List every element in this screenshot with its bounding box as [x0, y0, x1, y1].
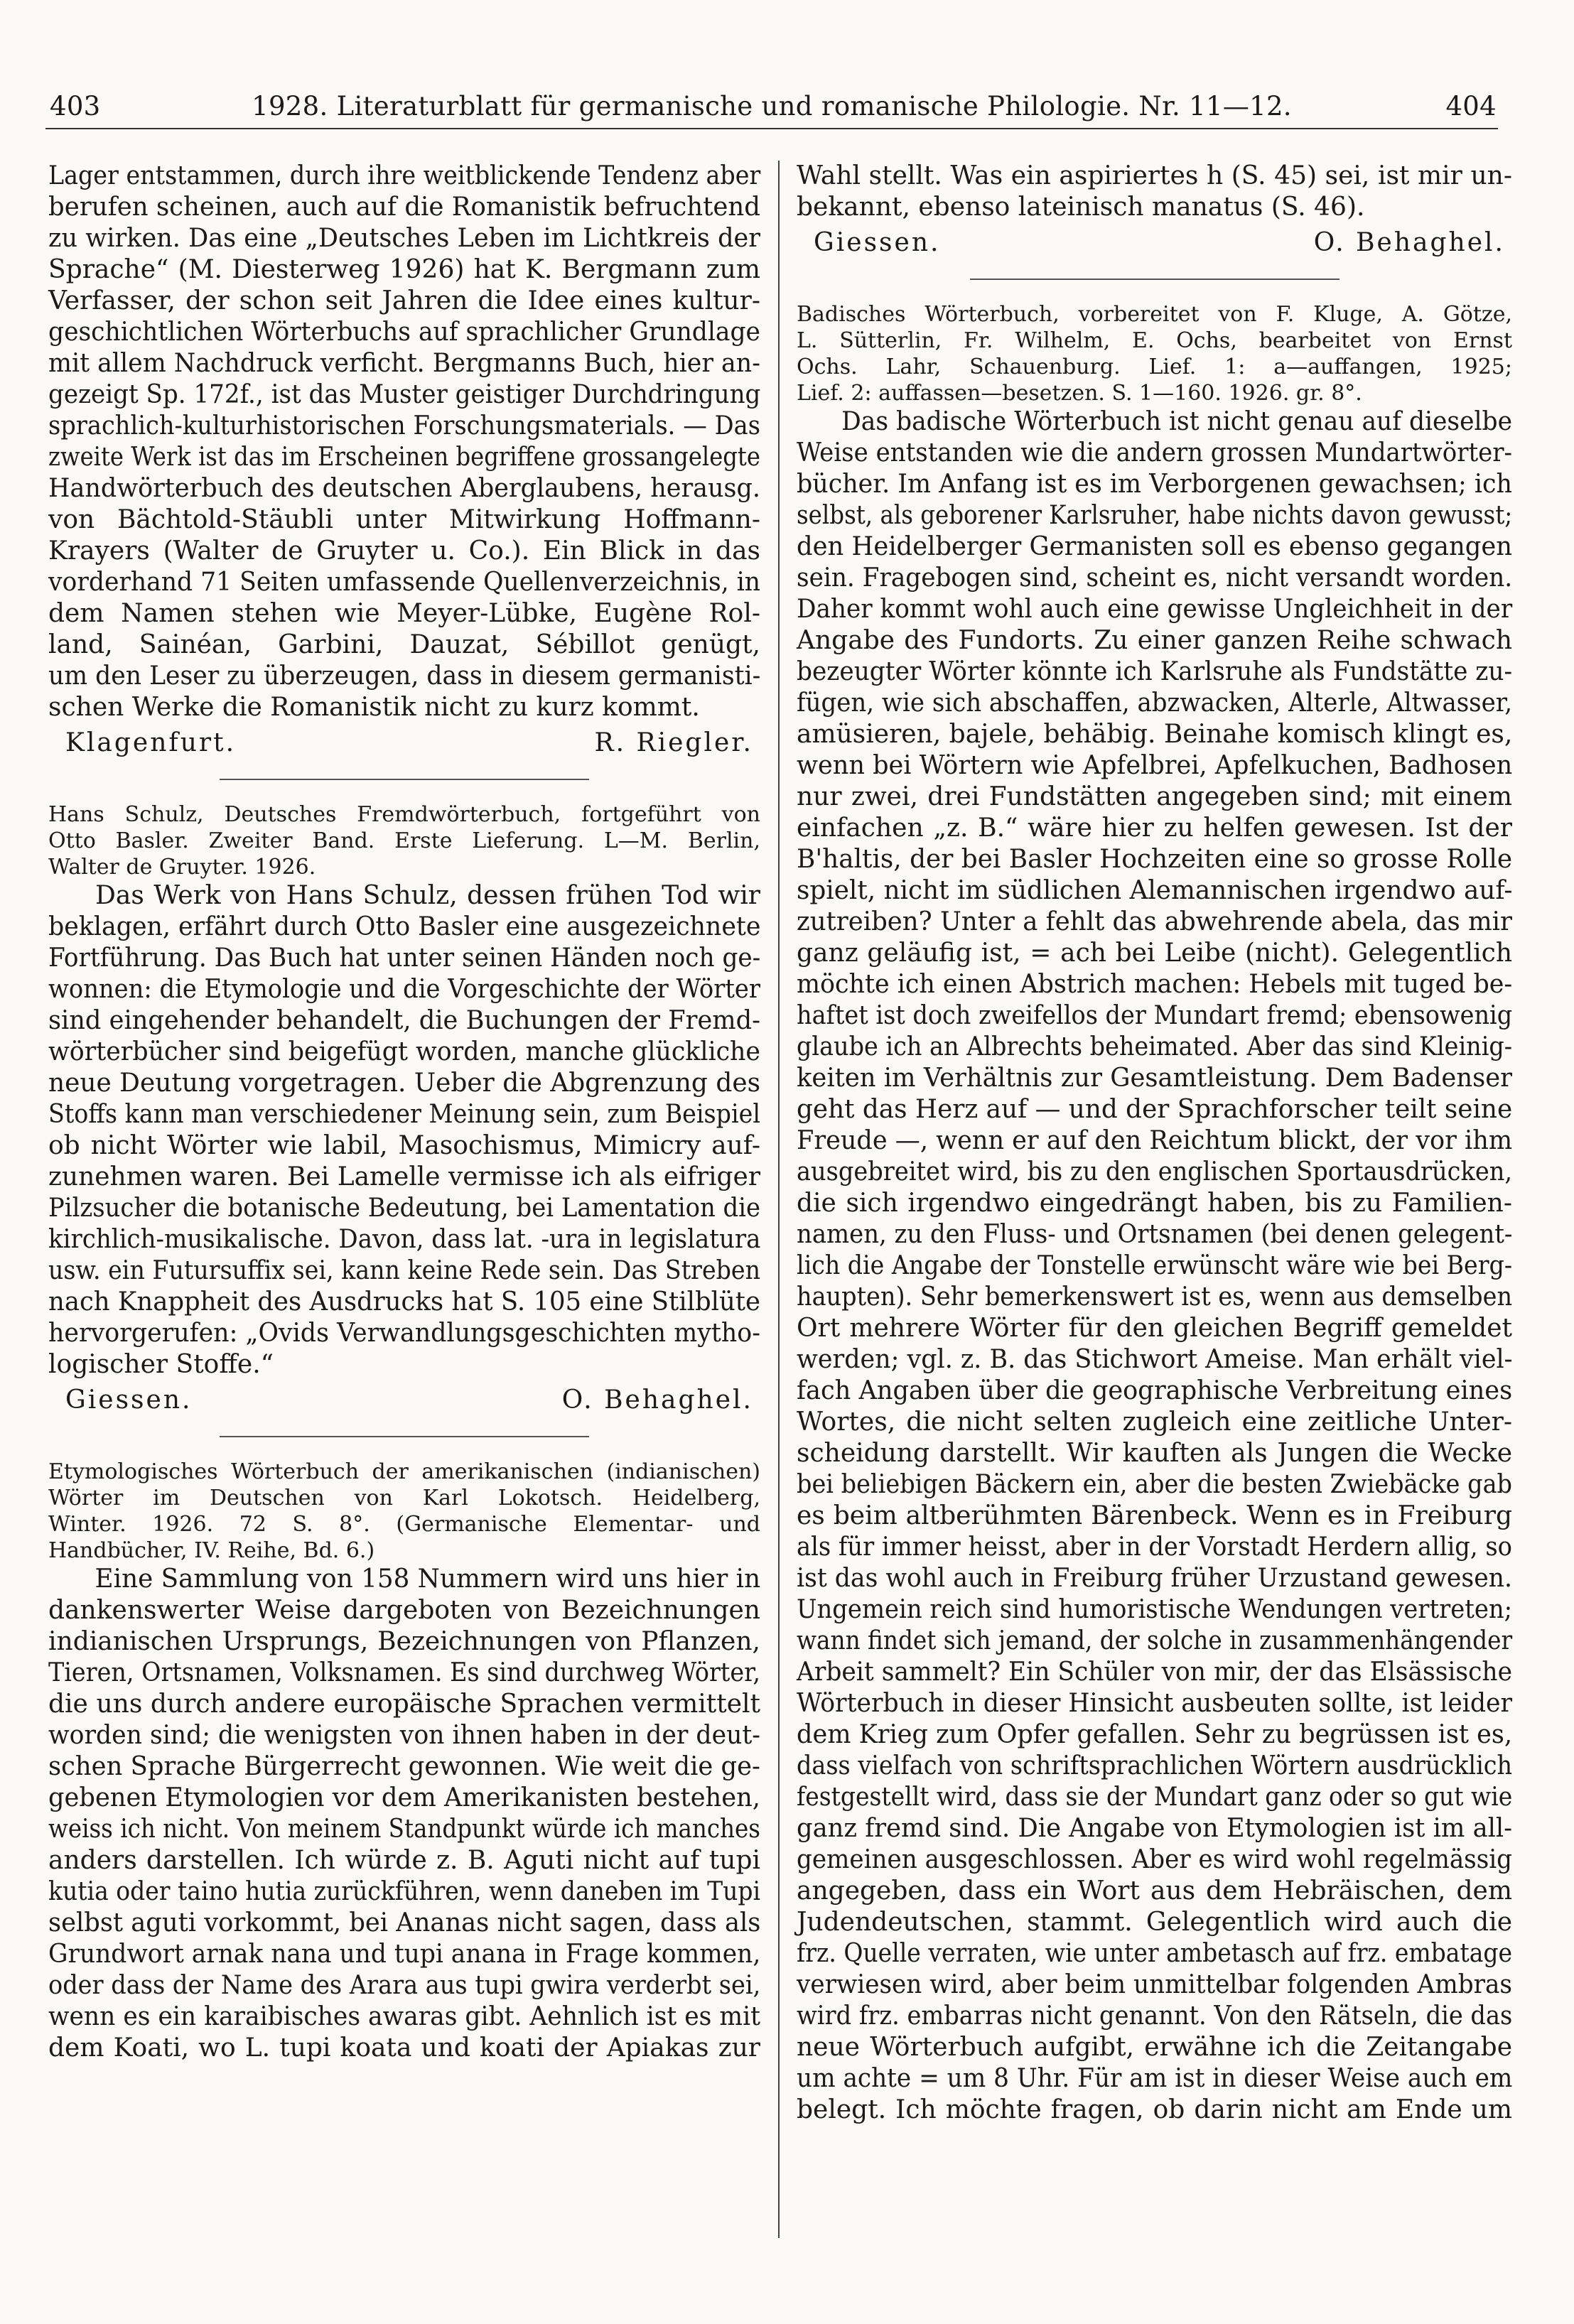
heading-line: Wörter im Deutschen von Karl Lokotsch. Heidelberg,: [48, 1486, 760, 1510]
text-line: neue Wörterbuch aufgibt, erwähne ich die Zeitangabe: [797, 2033, 1512, 2062]
text-line: usw. ein Futursuffix sei, kann keine Rede sein. Das Streben: [48, 1256, 760, 1285]
text-line: ausgebreitet wird, bis zu den englischen Sportausdrücken,: [797, 1157, 1513, 1187]
running-header: [45, 84, 1498, 131]
text-line: keiten im Verhältnis zur Gesamtleistung. Dem Badenser: [797, 1064, 1513, 1093]
signature-place: Giessen.: [814, 228, 941, 257]
header-rule: [45, 128, 1498, 129]
text-line: berufen scheinen, auch auf die Romanistik befruchtend: [48, 193, 760, 222]
text-line: namen, zu den Fluss- und Ortsnamen (bei denen gelegent-: [797, 1220, 1513, 1249]
text-line: wird frz. embarras nicht genannt. Von den Rätseln, die das: [797, 2001, 1513, 2031]
text-line: hervorgerufen: „Ovids Verwandlungsgeschichten mytho-: [48, 1319, 760, 1348]
text-line: selbst, als geborener Karlsruher, habe nichts davon gewusst;: [797, 501, 1513, 530]
text-line: indianischen Ursprungs, Bezeichnungen von Pflanzen,: [48, 1627, 760, 1656]
text-line: oder dass der Name des Arara aus tupi gwira verderbt sei,: [48, 1971, 761, 2000]
signature: [797, 227, 1512, 263]
text-line: Judendeutschen, stammt. Gelegentlich wird auch die: [797, 1908, 1512, 1937]
signature-name: R. Riegler.: [594, 728, 753, 757]
text-line: logischer Stoffe.“: [48, 1350, 274, 1379]
text-line: geht das Herz auf — und der Sprachforscher teilt seine: [797, 1095, 1513, 1124]
text-line: anders darstellen. Ich würde z. B. Aguti nicht auf tupi: [48, 1846, 760, 1875]
text-line: zu wirken. Das eine „Deutsches Leben im Lichtkreis der: [48, 224, 761, 253]
heading-line: Badisches Wörterbuch, vorbereitet von F. Kluge, A. Götze,: [797, 302, 1512, 327]
text-line: geschichtlichen Wörterbuchs auf sprachlicher Grundlage: [48, 318, 760, 347]
text-line: selbst aguti vorkommt, bei Ananas nicht sagen, dass als: [48, 1908, 761, 1937]
text-line: Eine Sammlung von 158 Nummern wird uns hier in: [95, 1564, 761, 1594]
signature-place: Klagenfurt.: [65, 728, 237, 757]
text-line: als für immer heisst, aber in der Vorstadt Herdern allig, so: [797, 1533, 1512, 1562]
text-line: bekannt, ebenso lateinisch manatus (S. 46).: [797, 193, 1365, 222]
schulz-review-text: [48, 880, 760, 1380]
text-line: Das Werk von Hans Schulz, dessen frühen Tod wir: [95, 881, 760, 910]
text-line: kutia oder taino hutia zurückführen, wenn daneben im Tupi: [48, 1877, 761, 1906]
text-line: bei beliebigen Bäckern ein, aber die besten Zwiebäcke gab: [797, 1470, 1513, 1499]
text-line: dankenswerter Weise dargeboten von Bezeichnungen: [48, 1596, 760, 1625]
text-line: nach Knappheit des Ausdrucks hat S. 105 eine Stilblüte: [48, 1287, 761, 1317]
text-line: gebenen Etymologien vor dem Amerikanisten bestehen,: [48, 1783, 760, 1812]
text-line: Lager entstammen, durch ihre weitblickende Tendenz aber: [48, 161, 761, 190]
text-line: bezeugter Wörter könnte ich Karlsruhe als Fundstätte zu-: [797, 657, 1513, 686]
text-line: dem Krieg zum Opfer gefallen. Sehr zu begrüssen ist es,: [797, 1720, 1513, 1749]
lokotsch-review-continuation: [797, 161, 1512, 223]
lokotsch-review-heading: [48, 1459, 760, 1564]
text-line: Daher kommt wohl auch eine gewisse Ungleichheit in der: [797, 595, 1513, 624]
text-line: wann findet sich jemand, der solche in zusammenhängender: [797, 1626, 1513, 1655]
heading-line: Handbücher, IV. Reihe, Bd. 6.): [48, 1538, 375, 1563]
text-line: schen Werke die Romanistik nicht zu kurz kommt.: [48, 693, 700, 722]
text-line: sein. Fragebogen sind, scheint es, nicht versandt worden.: [797, 563, 1513, 593]
text-line: sprachlich-kulturhistorischen Forschungsmaterials. — Das: [48, 411, 760, 441]
text-line: Freude —, wenn er auf den Reichtum blickt, der vor ihm: [797, 1126, 1513, 1155]
text-line: fach Angaben über die geographische Verbreitung eines: [797, 1376, 1513, 1405]
text-line: worden sind; die wenigsten von ihnen haben in der deut-: [48, 1721, 760, 1750]
text-line: schen Sprache Bürgerrecht gewonnen. Wie weit die ge-: [48, 1752, 761, 1781]
text-line: gemeinen ausgeschlossen. Aber es wird wohl regelmässig: [797, 1845, 1512, 1874]
section-rule: [970, 279, 1339, 280]
journal-title: 1928. Literaturblatt für germanische und romanische Philologie. Nr. 11—12.: [252, 91, 1292, 121]
badisches-review-text: [797, 406, 1512, 2126]
schulz-review-heading: [48, 801, 760, 880]
text-line: ob nicht Wörter wie labil, Masochismus, Mimicry auf-: [48, 1131, 760, 1160]
heading-line: Otto Basler. Zweiter Band. Erste Lieferung. L—M. Berlin,: [48, 828, 760, 853]
text-line: wenn bei Wörtern wie Apfelbrei, Apfelkuchen, Badhosen: [797, 751, 1513, 780]
text-line: wörterbücher sind beigefügt worden, manche glückliche: [48, 1037, 760, 1066]
column-divider: [778, 161, 780, 2238]
text-line: sind eingehender behandelt, die Buchungen der Fremd-: [48, 1006, 760, 1035]
text-line: festgestellt wird, dass sie der Mundart ganz oder so gut wie: [797, 1783, 1513, 1812]
text-line: dem Koati, wo L. tupi koata und koati der Apiakas zur: [48, 2033, 760, 2063]
signature-name: O. Behaghel.: [561, 1385, 753, 1415]
page-number-left: 403: [50, 91, 101, 121]
text-line: dem Namen stehen wie Meyer-Lübke, Eugène Rol-: [48, 599, 760, 628]
text-line: wonnen: die Etymologie und die Vorgeschichte der Wörter: [48, 975, 761, 1004]
text-line: dass vielfach von schriftsprachlichen Wörtern ausdrücklich: [797, 1751, 1513, 1780]
heading-line: Etymologisches Wörterbuch der amerikanischen (indianischen): [48, 1459, 760, 1484]
text-line: ganz geläufig ist, = ach bei Leibe (nicht). Gelegentlich: [797, 939, 1512, 968]
text-line: Das badische Wörterbuch ist nicht genau auf dieselbe: [841, 407, 1512, 436]
text-line: werden; vgl. z. B. das Stichwort Ameise. Man erhält viel-: [797, 1345, 1513, 1374]
text-line: Stoffs kann man verschiedener Meinung sein, zum Beispiel: [48, 1100, 760, 1129]
text-line: haupten). Sehr bemerkenswert ist es, wenn aus demselben: [797, 1282, 1513, 1312]
signature: [48, 728, 760, 763]
text-line: fügen, wie sich abschaffen, abzwacken, Alterle, Altwasser,: [797, 688, 1513, 718]
text-line: amüsieren, bajele, behäbig. Beinahe komisch klingt es,: [797, 720, 1513, 749]
text-line: um den Leser zu überzeugen, dass in diesem germanisti-: [48, 661, 761, 691]
section-rule: [220, 779, 589, 780]
heading-line: L. Sütterlin, Fr. Wilhelm, E. Ochs, bearbeitet von Ernst: [797, 328, 1512, 353]
lokotsch-review-text: [48, 1564, 760, 2064]
text-line: kirchlich-musikalische. Davon, dass lat. -ura in legislatura: [48, 1225, 761, 1254]
heading-line: Lief. 2: auffassen—besetzen. S. 1—160. 1926. gr. 8°.: [797, 381, 1362, 406]
text-line: verwiesen wird, aber beim unmittelbar folgenden Ambras: [797, 1970, 1513, 1999]
text-line: den Heidelberger Germanisten soll es ebenso gegangen: [797, 532, 1513, 561]
text-line: Grundwort arnak nana und tupi anana in Frage kommen,: [48, 1940, 761, 1969]
text-line: bücher. Im Anfang ist es im Verborgenen gewachsen; ich: [797, 470, 1512, 499]
text-line: frz. Quelle verraten, wie unter ambetasch auf frz. embatage: [797, 1939, 1513, 1968]
signature: [48, 1385, 760, 1420]
text-line: die uns durch andere europäische Sprachen vermittelt: [48, 1690, 760, 1719]
text-line: ist das wohl auch in Freiburg früher Urzustand gewesen.: [797, 1564, 1513, 1593]
text-line: Sprache“ (M. Diesterweg 1926) hat K. Bergmann zum: [48, 255, 760, 284]
text-line: ganz fremd sind. Die Angabe von Etymologien ist im all-: [797, 1814, 1513, 1843]
text-line: Wörterbuch in dieser Hinsicht ausbeuten sollte, ist leider: [797, 1689, 1513, 1718]
text-line: Fortführung. Das Buch hat unter seinen Händen noch ge-: [48, 944, 761, 973]
section-rule: [220, 1436, 589, 1437]
text-line: Arbeit sammelt? Ein Schüler von mir, der das Elsässische: [797, 1658, 1512, 1687]
text-line: es beim altberühmten Bärenbeck. Wenn es in Freiburg: [797, 1501, 1512, 1530]
text-line: land, Sainéan, Garbini, Dauzat, Sébillot genügt,: [48, 630, 760, 659]
left-column: [48, 161, 760, 2296]
text-line: zutreiben? Unter a fehlt das abwehrende abela, das mir: [797, 907, 1512, 936]
signature-place: Giessen.: [65, 1385, 193, 1415]
text-line: belegt. Ich möchte fragen, ob darin nicht am Ende um: [797, 2095, 1512, 2124]
text-line: haftet ist doch zweifellos der Mundart fremd; ebensowenig: [797, 1001, 1513, 1030]
text-line: Weise entstanden wie die andern grossen Mundartwörter-: [797, 438, 1513, 467]
text-line: Krayers (Walter de Gruyter u. Co.). Ein Blick in das: [48, 536, 760, 566]
text-line: Pilzsucher die botanische Bedeutung, bei Lamentation die: [48, 1194, 761, 1223]
badisches-review-heading: [797, 301, 1512, 406]
text-line: die sich irgendwo eingedrängt haben, bis zu Familien-: [797, 1189, 1512, 1218]
riegler-review-text: [48, 161, 760, 723]
text-line: B'haltis, der bei Basler Hochzeiten eine so grosse Rolle: [797, 845, 1513, 874]
text-line: glaube ich an Albrechts beheimated. Aber das sind Kleinig-: [797, 1032, 1513, 1061]
text-line: einfachen „z. B.“ wäre hier zu helfen gewesen. Ist der: [797, 814, 1512, 843]
text-line: neue Deutung vorgetragen. Ueber die Abgrenzung des: [48, 1069, 760, 1098]
heading-line: Hans Schulz, Deutsches Fremdwörterbuch, fortgeführt von: [48, 802, 760, 827]
text-line: weiss ich nicht. Von meinem Standpunkt würde ich manches: [48, 1815, 760, 1844]
text-line: von Bächtold-Stäubli unter Mitwirkung Hoffmann-: [48, 505, 760, 534]
text-line: mit allem Nachdruck verficht. Bergmanns Buch, hier an-: [48, 349, 760, 378]
heading-line: Winter. 1926. 72 S. 8°. (Germanische Elementar- und: [48, 1512, 760, 1537]
signature-name: O. Behaghel.: [1313, 228, 1505, 257]
heading-line: Walter de Gruyter. 1926.: [48, 855, 316, 880]
text-line: Wortes, die nicht selten zugleich eine zeitliche Unter-: [797, 1407, 1512, 1437]
text-line: nur zwei, drei Fundstätten angegeben sind; mit einem: [797, 782, 1512, 811]
text-line: lich die Angabe der Tonstelle erwünscht wäre wie bei Berg-: [797, 1251, 1513, 1280]
right-column: [797, 161, 1512, 2296]
text-line: Angabe des Fundorts. Zu einer ganzen Reihe schwach: [797, 626, 1512, 655]
text-line: zweite Werk ist das im Erscheinen begriffene grossangelegte: [48, 443, 760, 472]
text-line: um achte = um 8 Uhr. Für am ist in dieser Weise auch em: [797, 2064, 1513, 2093]
text-line: vorderhand 71 Seiten umfassende Quellenverzeichnis, in: [48, 568, 761, 597]
text-line: beklagen, erfährt durch Otto Basler eine ausgezeichnete: [48, 912, 761, 941]
text-line: zunehmen waren. Bei Lamelle vermisse ich als eifriger: [48, 1162, 760, 1191]
text-line: Wahl stellt. Was ein aspiriertes h (S. 45) sei, ist mir un-: [797, 161, 1512, 190]
text-line: scheidung darstellt. Wir kauften als Jungen die Wecke: [797, 1439, 1512, 1468]
text-line: Verfasser, der schon seit Jahren die Idee eines kultur-: [48, 286, 760, 315]
text-line: Handwörterbuch des deutschen Aberglaubens, herausg.: [48, 474, 760, 503]
text-line: angegeben, dass ein Wort aus dem Hebräischen, dem: [797, 1876, 1512, 1906]
text-line: möchte ich einen Abstrich machen: Hebels mit tuged be-: [797, 970, 1513, 999]
text-line: Tieren, Ortsnamen, Volksnamen. Es sind durchweg Wörter,: [48, 1658, 760, 1687]
text-line: Ort mehrere Wörter für den gleichen Begriff gemeldet: [797, 1314, 1512, 1343]
heading-line: Ochs. Lahr, Schauenburg. Lief. 1: a—auffangen, 1925;: [797, 355, 1512, 379]
text-line: wenn es ein karaibisches awaras gibt. Aehnlich ist es mit: [48, 2002, 760, 2031]
text-line: Ungemein reich sind humoristische Wendungen vertreten;: [797, 1595, 1513, 1624]
page-number-right: 404: [1445, 91, 1497, 121]
text-line: gezeigt Sp. 172f., ist das Muster geistiger Durchdringung: [48, 380, 761, 409]
text-line: spielt, nicht im südlichen Alemannischen irgendwo auf-: [797, 876, 1513, 905]
